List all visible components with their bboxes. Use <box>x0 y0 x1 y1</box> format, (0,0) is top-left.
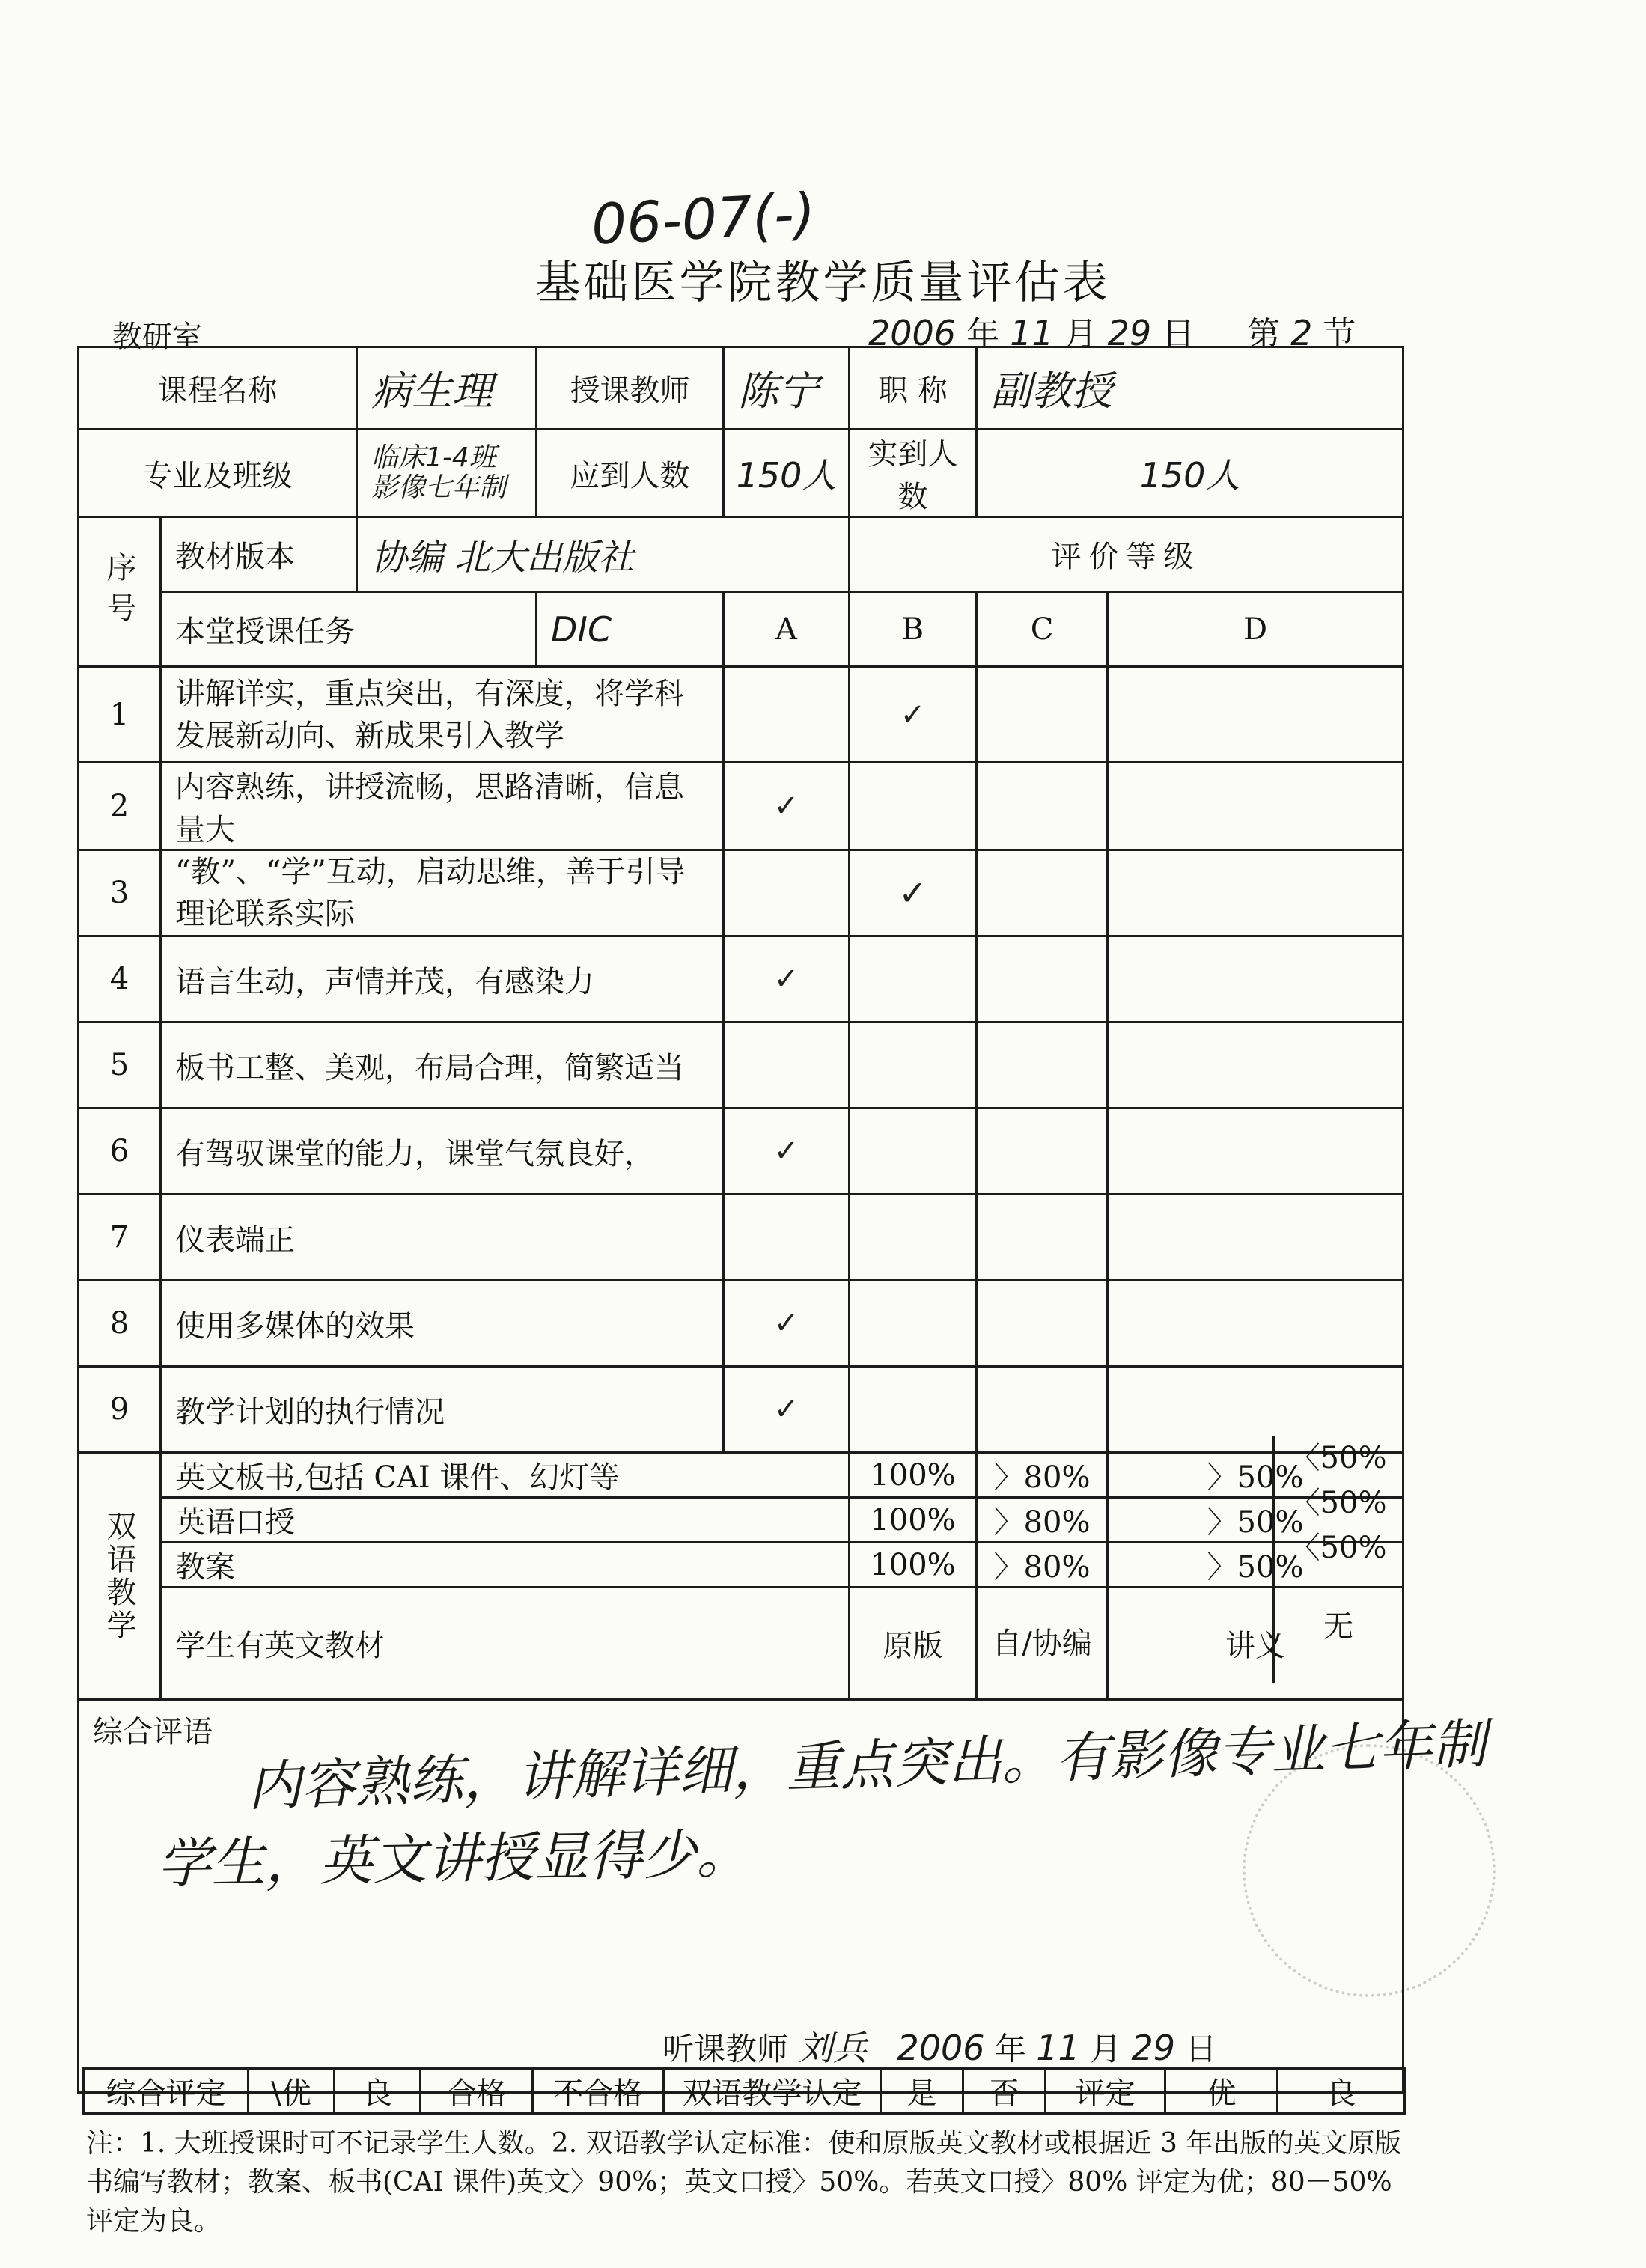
bilingual-yes-option[interactable]: 是 <box>881 2069 963 2114</box>
criterion-row <box>79 1195 1403 1281</box>
listener-signature-line <box>662 2021 1216 2070</box>
criterion-row <box>79 1109 1403 1195</box>
bilingual-criterion-text: 英文板书,包括 CAI 课件、幻灯等 <box>161 1453 850 1498</box>
grade-b-mark <box>850 1195 977 1281</box>
overall-good-option[interactable]: 良 <box>335 2069 421 2114</box>
grade-c-mark <box>977 1195 1108 1281</box>
teacher-label: 授课教师 <box>537 347 724 430</box>
listener-year: 2006 <box>897 2028 985 2068</box>
grade-b-mark: ✓ <box>850 850 977 936</box>
criterion-number: 6 <box>79 1109 161 1195</box>
grade-b-header: B <box>850 592 977 667</box>
criterion-number: 5 <box>79 1022 161 1109</box>
grade-a-mark <box>724 1195 850 1281</box>
overall-rating-label: 综合评定 <box>84 2069 249 2114</box>
grade-level-header: 评价等级 <box>850 517 1403 592</box>
grade-a-mark: ✓ <box>724 1281 850 1367</box>
task-value: DIC <box>537 592 724 667</box>
criterion-text: 使用多媒体的效果 <box>161 1281 724 1367</box>
bilingual-d-value: 〈50% <box>1272 1525 1402 1570</box>
grade-d-mark <box>1108 1195 1403 1281</box>
grade-a-header: A <box>724 592 850 667</box>
actual-count-label: 实到人数 <box>850 430 977 517</box>
date-month-label: 月 <box>1064 315 1097 353</box>
teacher-value: 陈宁 <box>724 347 850 430</box>
bilingual-row <box>79 1498 1403 1543</box>
criterion-text: 内容熟练，讲授流畅，思路清晰，信息量大 <box>161 763 724 850</box>
date-day-label: 日 <box>1162 315 1195 353</box>
listener-day: 29 <box>1131 2028 1176 2068</box>
section-prefix: 第 <box>1247 315 1281 353</box>
job-title-value: 副教授 <box>977 347 1403 430</box>
grade-c-mark <box>977 763 1108 850</box>
expected-count-label: 应到人数 <box>537 430 724 517</box>
comment-line-1: 内容熟练，讲解详细，重点突出。有影像专业七年制 <box>246 1712 1488 1818</box>
bilingual-c-value: 〉50% <box>1108 1498 1403 1543</box>
bilingual-d-value: 〈50% <box>1272 1481 1402 1525</box>
grade-b-mark <box>850 1109 977 1195</box>
grade-c-mark <box>977 667 1108 763</box>
criterion-text: 仪表端正 <box>161 1195 724 1281</box>
bilingual-teaching-label: 双语教学 <box>79 1453 161 1700</box>
section-suffix: 节 <box>1323 315 1356 353</box>
criterion-row <box>79 763 1403 850</box>
bilingual-a-value: 100% <box>850 1453 977 1498</box>
bilingual-good-option[interactable]: 良 <box>1278 2069 1405 2114</box>
grade-b-mark <box>850 1022 977 1109</box>
bilingual-excellent-option[interactable]: 优 <box>1165 2069 1278 2114</box>
bilingual-b-value: 〉80% <box>977 1453 1108 1498</box>
bilingual-d-value: 〈50% <box>1272 1436 1402 1481</box>
criterion-row <box>79 667 1403 763</box>
grade-b-mark <box>850 1367 977 1453</box>
criterion-text: 教学计划的执行情况 <box>161 1367 724 1453</box>
grade-d-mark <box>1108 850 1403 936</box>
bilingual-a-value: 原版 <box>850 1588 977 1700</box>
bilingual-row <box>79 1543 1403 1588</box>
criterion-row <box>79 1022 1403 1109</box>
date-day: 29 <box>1107 313 1152 353</box>
grade-a-mark: ✓ <box>724 1367 850 1453</box>
grade-d-mark <box>1108 763 1403 850</box>
grade-b-mark <box>850 1281 977 1367</box>
bilingual-rating-label: 评定 <box>1046 2069 1165 2114</box>
grade-d-mark <box>1108 1281 1403 1367</box>
criterion-row <box>79 1281 1403 1367</box>
overall-assessment-row <box>82 2067 1406 2115</box>
criterion-row <box>79 850 1403 936</box>
job-title-label: 职 称 <box>850 347 977 430</box>
grade-d-mark <box>1108 1022 1403 1109</box>
criterion-number: 1 <box>79 667 161 763</box>
criterion-text: “教”、“学”互动，启动思维，善于引导理论联系实际 <box>161 850 724 936</box>
grade-a-mark: ✓ <box>724 1109 850 1195</box>
actual-count-value: 150人 <box>977 430 1403 517</box>
grade-d-mark <box>1108 667 1403 763</box>
grade-c-header: C <box>977 592 1108 667</box>
criterion-number: 7 <box>79 1195 161 1281</box>
major-class-value <box>357 430 537 517</box>
grade-a-mark: ✓ <box>724 936 850 1022</box>
sequence-number-header: 序号 <box>79 517 161 667</box>
bilingual-c-value: 讲义 <box>1108 1588 1403 1700</box>
department-label: 教研室 <box>112 320 202 354</box>
listener-year-label: 年 <box>994 2031 1026 2067</box>
bilingual-certification-label: 双语教学认定 <box>664 2069 881 2114</box>
criterion-text: 有驾驭课堂的能力，课堂气氛良好， <box>161 1109 724 1195</box>
course-name-label: 课程名称 <box>79 347 357 430</box>
criterion-number: 3 <box>79 850 161 936</box>
grade-b-mark <box>850 763 977 850</box>
bilingual-b-value: 〉80% <box>977 1543 1108 1588</box>
textbook-label: 教材版本 <box>161 517 357 592</box>
criterion-number: 9 <box>79 1367 161 1453</box>
grade-a-mark <box>724 850 850 936</box>
bilingual-c-value: 〉50% <box>1108 1543 1403 1588</box>
major-class-line1: 临床1-4班 <box>371 442 496 473</box>
listener-month-label: 月 <box>1090 2031 1122 2067</box>
comment-label: 综合评语 <box>93 1715 213 1749</box>
bilingual-c-value: 〉50% <box>1108 1453 1403 1498</box>
bilingual-criterion-text: 教案 <box>161 1543 850 1588</box>
date-year-label: 年 <box>966 315 1000 353</box>
listener-label: 听课教师 <box>662 2031 789 2067</box>
bilingual-a-value: 100% <box>850 1543 977 1588</box>
grade-a-mark <box>724 1022 850 1109</box>
handwritten-form-code: 06-07(-) <box>589 181 817 257</box>
bilingual-no-option[interactable]: 否 <box>963 2069 1046 2114</box>
footnote: 注：1. 大班授课时可不记录学生人数。2. 双语教学认定标准：使和原版英文教材或根据近 3 年出版的英文原版书编写教材；教案、板书(CAI 课件)英文〉90%；英文口授〉50%。若英文口授〉80% 评定为优；80－50% 评定为良。 <box>86 2128 1402 2237</box>
textbook-value: 协编 北大出版社 <box>357 517 850 592</box>
criterion-row <box>79 936 1403 1022</box>
bilingual-b-value: 自/协编 <box>977 1588 1108 1700</box>
bilingual-row <box>79 1453 1403 1498</box>
grade-c-mark <box>977 936 1108 1022</box>
major-class-line2: 影像七年制 <box>371 472 507 503</box>
date-year: 2006 <box>868 313 957 353</box>
listener-day-label: 日 <box>1185 2031 1217 2067</box>
grade-d-header: D <box>1108 592 1403 667</box>
bilingual-d-value: 无 <box>1272 1570 1402 1683</box>
section-number: 2 <box>1290 313 1313 353</box>
overall-fail-option[interactable]: 不合格 <box>533 2069 664 2114</box>
criterion-number: 2 <box>79 763 161 850</box>
date-month: 11 <box>1010 313 1054 353</box>
grade-a-mark <box>724 667 850 763</box>
grade-c-mark <box>977 1109 1108 1195</box>
bilingual-criterion-text: 学生有英文教材 <box>161 1588 850 1700</box>
grade-b-mark: ✓ <box>850 667 977 763</box>
criterion-number: 8 <box>79 1281 161 1367</box>
grade-a-mark: ✓ <box>724 763 850 850</box>
criterion-row <box>79 1367 1403 1453</box>
grade-c-mark <box>977 1281 1108 1367</box>
bilingual-row <box>79 1588 1403 1700</box>
criterion-text: 语言生动，声情并茂，有感染力 <box>161 936 724 1022</box>
form-title: 基础医学院教学质量评估表 <box>535 257 1111 309</box>
overall-excellent-option[interactable]: \优 <box>249 2069 335 2114</box>
course-name-value: 病生理 <box>357 347 537 430</box>
grade-d-mark <box>1108 1109 1403 1195</box>
overall-pass-option[interactable]: 合格 <box>421 2069 533 2114</box>
bilingual-b-value: 〉80% <box>977 1498 1108 1543</box>
major-class-label: 专业及班级 <box>79 430 357 517</box>
criterion-number: 4 <box>79 936 161 1022</box>
bilingual-a-value: 100% <box>850 1498 977 1543</box>
expected-count-value: 150人 <box>724 430 850 517</box>
task-label: 本堂授课任务 <box>161 592 537 667</box>
criterion-text: 板书工整、美观，布局合理，简繁适当 <box>161 1022 724 1109</box>
listener-signature: 刘兵 <box>798 2028 868 2068</box>
grade-c-mark <box>977 1367 1108 1453</box>
comment-line-2: 学生，英文讲授显得少。 <box>156 1822 751 1895</box>
grade-d-mark <box>1108 936 1403 1022</box>
listener-month: 11 <box>1036 2028 1080 2068</box>
grade-c-mark <box>977 1022 1108 1109</box>
bilingual-criterion-text: 英语口授 <box>161 1498 850 1543</box>
criterion-text: 讲解详实，重点突出，有深度，将学科发展新动向、新成果引入教学 <box>161 667 724 763</box>
grade-c-mark <box>977 850 1108 936</box>
grade-b-mark <box>850 936 977 1022</box>
